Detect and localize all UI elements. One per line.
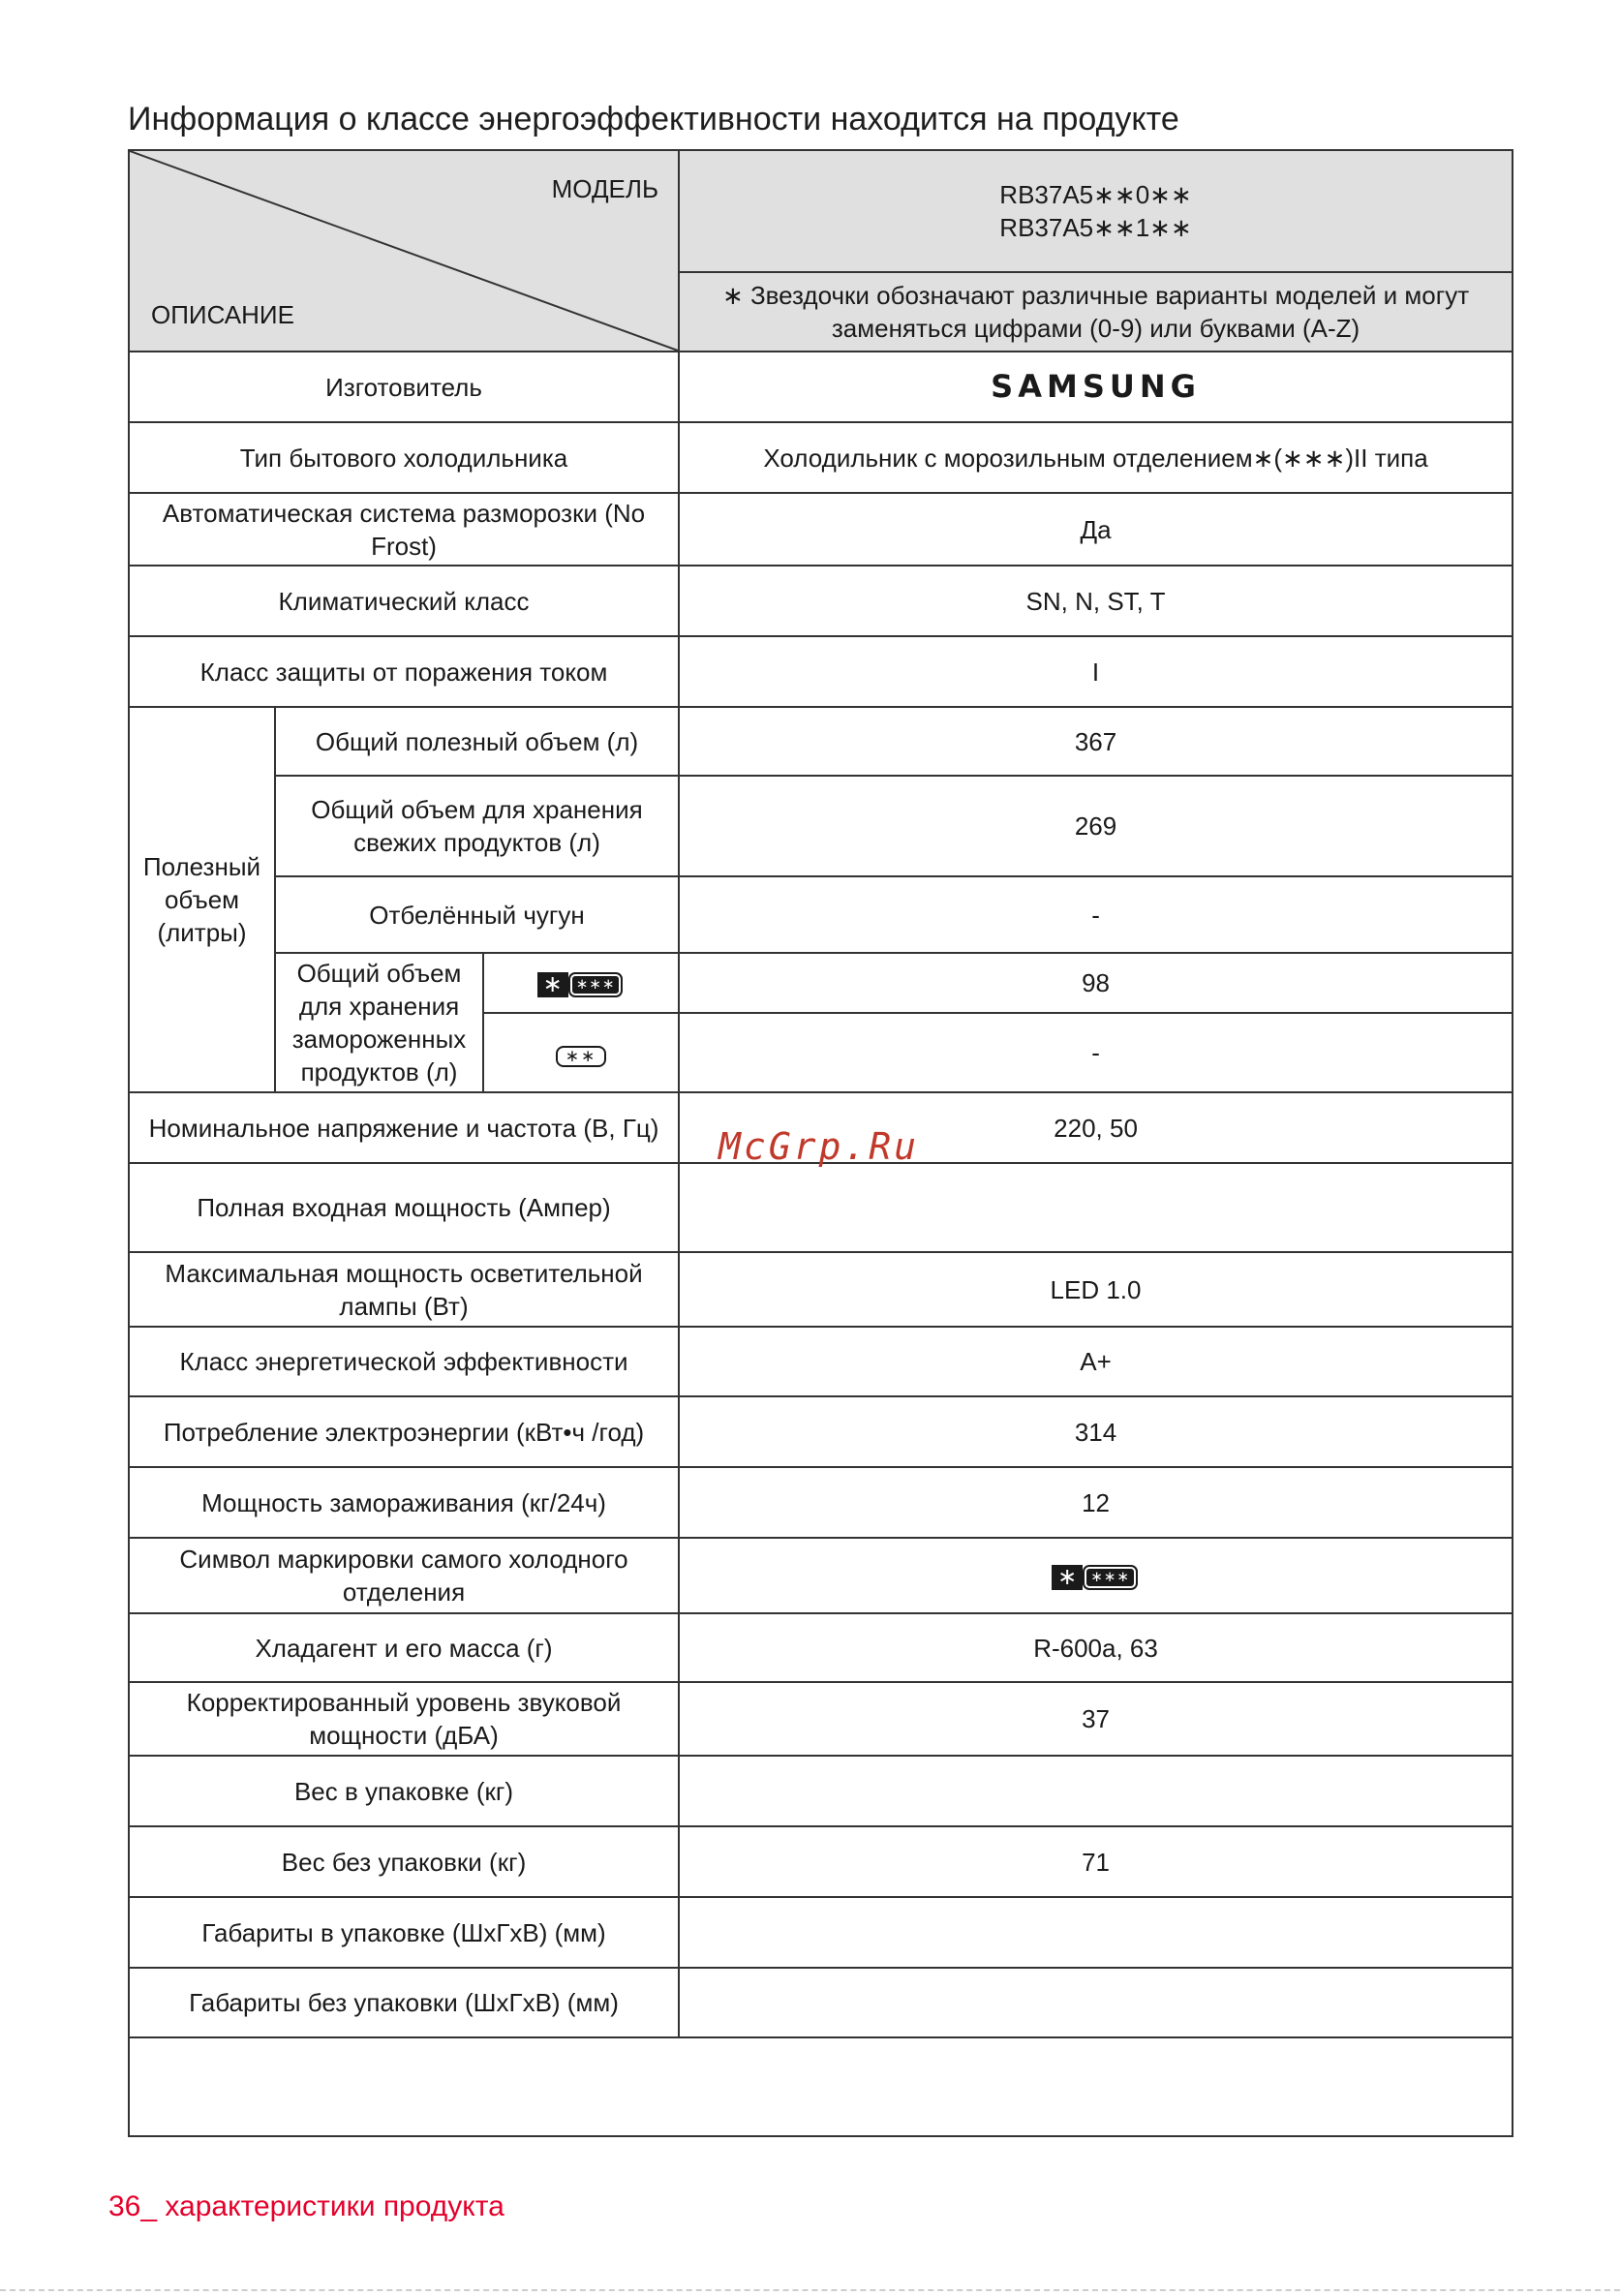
table-row <box>129 1897 1513 1968</box>
table-row <box>129 1467 1513 1538</box>
table-row <box>129 1756 1513 1826</box>
row-label: Изготовитель <box>129 352 679 422</box>
four-star-icon: ∗ ∗∗∗ <box>537 972 626 997</box>
table-row <box>129 876 1513 953</box>
model-numbers-cell <box>679 150 1513 272</box>
row-label: Максимальная мощность осветительной лампы (Вт) <box>129 1252 679 1327</box>
row-label: Полная входная мощность (Ампер) <box>129 1163 679 1252</box>
row-value: SN, N, ST, T <box>679 566 1513 636</box>
row-label: Вес без упаковки (кг) <box>129 1826 679 1897</box>
table-row <box>129 352 1513 422</box>
empty-cell <box>129 2037 1513 2136</box>
row-label: Вес в упаковке (кг) <box>129 1756 679 1826</box>
row-value <box>679 1538 1513 1613</box>
asterisk-note-line: ∗ Звездочки обозначают различные варианты моделей и могут <box>721 281 1470 310</box>
table-row <box>129 1682 1513 1756</box>
two-star-symbol-cell <box>483 1013 679 1092</box>
row-value <box>679 1756 1513 1826</box>
row-value: 37 <box>679 1682 1513 1756</box>
row-value <box>679 1163 1513 1252</box>
row-label: Климатический класс <box>129 566 679 636</box>
row-value: LED 1.0 <box>679 1252 1513 1327</box>
row-value <box>679 1897 1513 1968</box>
table-row <box>129 707 1513 776</box>
row-value: R-600a, 63 <box>679 1613 1513 1682</box>
table-row <box>129 1538 1513 1613</box>
row-value: A+ <box>679 1327 1513 1396</box>
table-row <box>129 1163 1513 1252</box>
row-label: Общий объем для хранения замороженных продуктов (л) <box>275 953 483 1092</box>
four-star-icon: ∗ ∗∗∗ <box>1052 1565 1140 1590</box>
table-row <box>129 566 1513 636</box>
asterisk-note-line: заменяться цифрами (0-9) или буквами (A-Z) <box>831 314 1360 343</box>
row-value <box>679 1968 1513 2037</box>
four-star-symbol-cell <box>483 953 679 1013</box>
row-value: - <box>679 1013 1513 1092</box>
table-row <box>129 422 1513 493</box>
table-row <box>129 1396 1513 1467</box>
row-label: Отбелённый чугун <box>275 876 679 953</box>
row-value: 220, 50 <box>679 1092 1513 1163</box>
model-number: RB37A5∗∗0∗∗ <box>999 180 1192 209</box>
watermark: McGrp.Ru <box>718 1125 920 1168</box>
table-row <box>129 1826 1513 1897</box>
row-label: Хладагент и его масса (г) <box>129 1613 679 1682</box>
table-row <box>129 776 1513 876</box>
row-value: 269 <box>679 776 1513 876</box>
two-star-icon: ∗∗ <box>556 1046 607 1067</box>
row-value: 71 <box>679 1826 1513 1897</box>
row-value: I <box>679 636 1513 707</box>
row-label: Общий полезный объем (л) <box>275 707 679 776</box>
table-row <box>129 493 1513 566</box>
row-label: Номинальное напряжение и частота (В, Гц) <box>129 1092 679 1163</box>
table-row <box>129 636 1513 707</box>
row-value: 314 <box>679 1396 1513 1467</box>
header-diagonal-cell <box>129 150 679 352</box>
row-label: Общий объем для хранения свежих продуктов (л) <box>275 776 679 876</box>
row-label: Класс защиты от поражения током <box>129 636 679 707</box>
row-label: Корректированный уровень звуковой мощности (дБА) <box>129 1682 679 1756</box>
row-label: Мощность замораживания (кг/24ч) <box>129 1467 679 1538</box>
row-value: Холодильник с морозильным отделением∗(∗∗∗)II типа <box>679 422 1513 493</box>
volume-group-label: Полезный объем (литры) <box>129 707 275 1092</box>
table-row <box>129 1968 1513 2037</box>
table-row <box>129 1613 1513 1682</box>
row-label: Потребление электроэнергии (кВт•ч /год) <box>129 1396 679 1467</box>
row-label: Класс энергетической эффективности <box>129 1327 679 1396</box>
table-row <box>129 1252 1513 1327</box>
page-footer: 36_ характеристики продукта <box>108 2190 504 2222</box>
row-label: Символ маркировки самого холодного отделения <box>129 1538 679 1613</box>
row-value: 98 <box>679 953 1513 1013</box>
row-label: Тип бытового холодильника <box>129 422 679 493</box>
row-value: 367 <box>679 707 1513 776</box>
samsung-logo: SAMSUNG <box>991 367 1201 405</box>
row-value: - <box>679 876 1513 953</box>
page-heading: Информация о классе энергоэффективности находится на продукте <box>128 101 1179 138</box>
row-value: Да <box>679 493 1513 566</box>
model-number: RB37A5∗∗1∗∗ <box>999 213 1192 242</box>
row-value: 12 <box>679 1467 1513 1538</box>
asterisk-note-cell <box>679 272 1513 352</box>
description-header-label: ОПИСАНИЕ <box>151 300 294 329</box>
empty-table-row <box>129 2037 1513 2136</box>
table-row <box>129 1327 1513 1396</box>
row-label: Габариты без упаковки (ШхГхВ) (мм) <box>129 1968 679 2037</box>
row-label: Габариты в упаковке (ШхГхВ) (мм) <box>129 1897 679 1968</box>
table-row <box>129 953 1513 1013</box>
model-header-label: МОДЕЛЬ <box>551 174 659 203</box>
row-value <box>679 352 1513 422</box>
bottom-divider <box>0 2289 1620 2291</box>
row-label: Автоматическая система разморозки (No Frost) <box>129 493 679 566</box>
